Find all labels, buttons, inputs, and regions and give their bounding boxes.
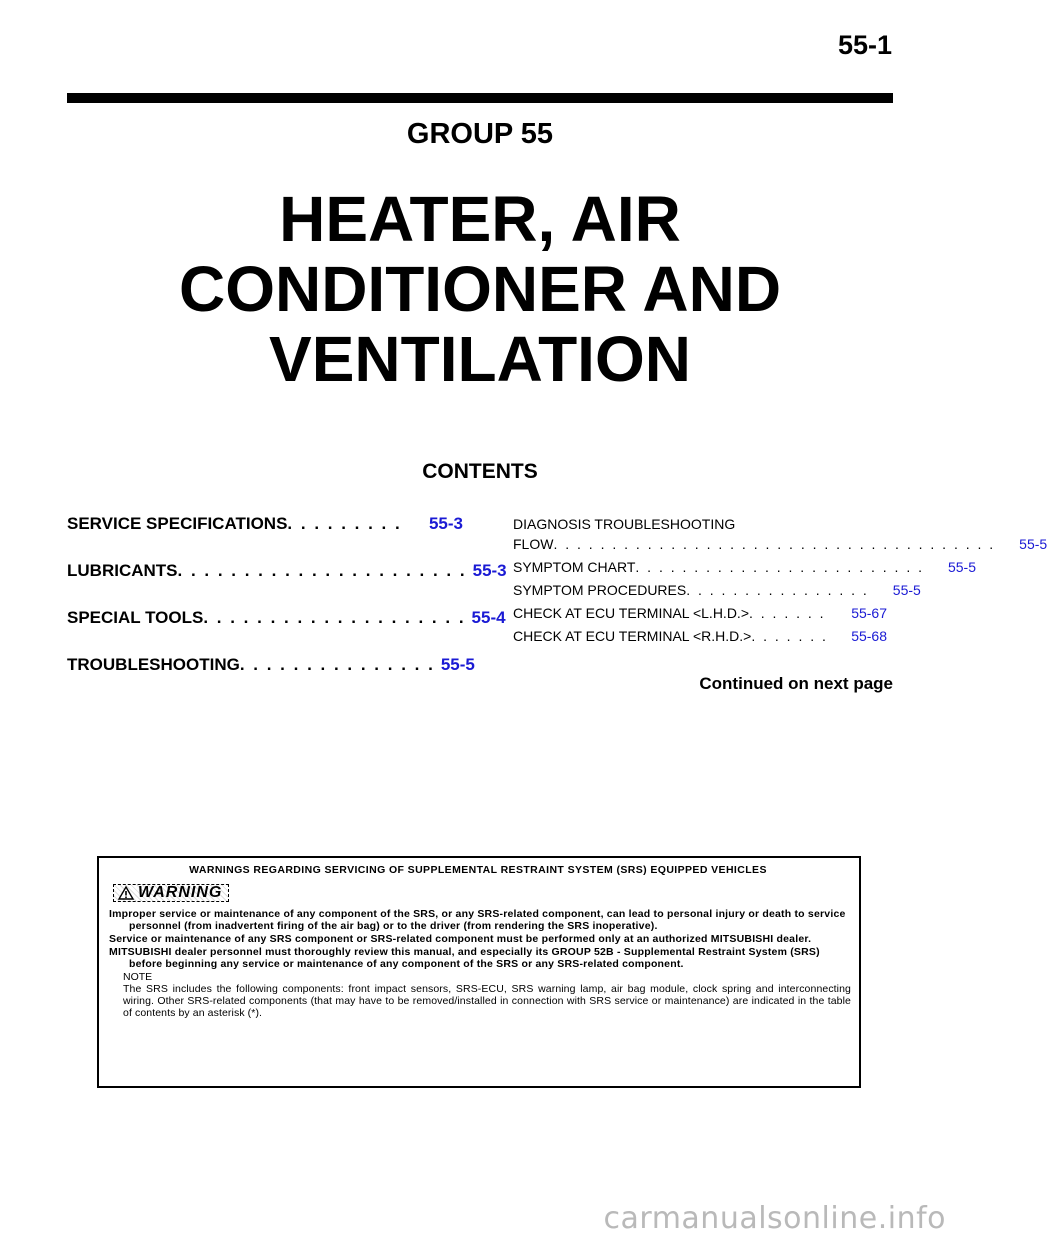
toc-page-link[interactable]: 55-3	[472, 561, 507, 580]
toc-leader-dots: . . . . . . . . . . . . . . . .	[686, 582, 869, 598]
toc-leader-dots: . . . . . . . . . . . . . . .	[239, 655, 435, 674]
toc-entry-label: TROUBLESHOOTING	[67, 655, 240, 674]
note-label: NOTE	[123, 971, 153, 983]
toc-page-link[interactable]: 55-3	[428, 514, 463, 533]
continued-note: Continued on next page	[699, 674, 893, 693]
warning-badge	[113, 884, 229, 902]
toc-leader-dots: . . . . . . . . . . . . . . . . . . . .	[203, 608, 466, 627]
toc-leader-dots: . . . . . . . . . . . . . . . . . . . . . . . . . . . . . . . . . . . . . .	[553, 536, 996, 552]
toc-leader-dots: . . . . . . . . .	[287, 514, 402, 533]
page-number: 55-1	[837, 30, 892, 60]
toc-entry[interactable]	[513, 628, 887, 651]
main-title-line: HEATER, AIR	[279, 183, 681, 255]
main-title-line: VENTILATION	[269, 323, 691, 395]
toc-entry-label: LUBRICANTS	[67, 561, 178, 580]
toc-entry[interactable]	[67, 514, 463, 538]
toc-page-link[interactable]: 55-67	[851, 605, 887, 621]
toc-entry-label: DIAGNOSIS TROUBLESHOOTING	[513, 516, 736, 532]
srs-warning-box	[97, 856, 861, 1088]
toc-page-link[interactable]: 55-5	[892, 582, 921, 598]
toc-entry[interactable]	[513, 559, 976, 582]
note-text: The SRS includes the following components: front impact sensors, SRS-ECU, SRS warning lamp, air bag module, clock spring and interconnecting wiring. Other SRS-related components (that may have to be removed/installed in connection with SRS service or maintenance) are indicated in the table of contents by an asterisk (*).	[123, 983, 851, 1019]
toc-page-link[interactable]: 55-5	[947, 559, 976, 575]
warning-item: Improper service or maintenance of any component of the SRS, or any SRS-related component, can lead to personal injury or death to service personnel (from inadvertent firing of the air bag) or to the driver (from rendering the SRS inoperative).	[109, 908, 846, 932]
warning-box-heading: WARNINGS REGARDING SERVICING OF SUPPLEMENTAL RESTRAINT SYSTEM (SRS) EQUIPPED VEHICLES	[189, 864, 767, 876]
toc-entry-first-line	[513, 516, 887, 536]
warning-item: Service or maintenance of any SRS component or SRS-related component must be performed only at an authorized MITSUBISHI dealer.	[109, 933, 812, 945]
toc-leader-dots: . . . . . . .	[751, 628, 828, 644]
toc-entry-label: SERVICE SPECIFICATIONS	[67, 514, 288, 533]
toc-entry[interactable]	[67, 655, 475, 679]
toc-entry[interactable]	[513, 582, 921, 605]
toc-right	[513, 516, 1047, 651]
toc-leader-dots: . . . . . . .	[749, 605, 826, 621]
warning-item: MITSUBISHI dealer personnel must thoroughly review this manual, and especially its GROUP 52B - Supplemental Restraint System (SRS) before beginning any service or maintenance of any component of the SRS or any SRS-related component.	[109, 946, 820, 970]
toc-entry-label: FLOW	[513, 536, 554, 552]
toc-page-link[interactable]: 55-5	[1019, 536, 1047, 552]
group-title: GROUP 55	[406, 118, 554, 150]
main-title	[0, 184, 960, 394]
contents-heading: CONTENTS	[422, 460, 538, 483]
warning-triangle-icon	[118, 886, 134, 900]
toc-entry-label: SYMPTOM PROCEDURES	[513, 582, 687, 598]
top-rule	[67, 93, 893, 103]
toc-entry-label: SPECIAL TOOLS	[67, 608, 204, 627]
toc-entry[interactable]	[513, 536, 1047, 559]
toc-page-link[interactable]: 55-4	[471, 608, 506, 627]
toc-leader-dots: . . . . . . . . . . . . . . . . . . . . . . . . .	[635, 559, 924, 575]
toc-entry[interactable]	[67, 561, 507, 585]
toc-leader-dots: . . . . . . . . . . . . . . . . . . . . . .	[177, 561, 467, 580]
warning-badge-label: WARNING	[138, 884, 223, 901]
toc-page-link[interactable]: 55-68	[851, 628, 887, 644]
toc-entry[interactable]	[67, 608, 506, 632]
toc-entry-label: SYMPTOM CHART	[513, 559, 636, 575]
main-title-line: CONDITIONER AND	[178, 253, 782, 325]
toc-page-link[interactable]: 55-5	[440, 655, 475, 674]
watermark: carmanualsonline.info	[603, 1201, 946, 1236]
toc-entry-label: CHECK AT ECU TERMINAL <R.H.D.>	[513, 628, 752, 644]
toc-left	[67, 514, 507, 702]
toc-entry[interactable]	[513, 605, 887, 628]
toc-entry-label: CHECK AT ECU TERMINAL <L.H.D.>	[513, 605, 749, 621]
